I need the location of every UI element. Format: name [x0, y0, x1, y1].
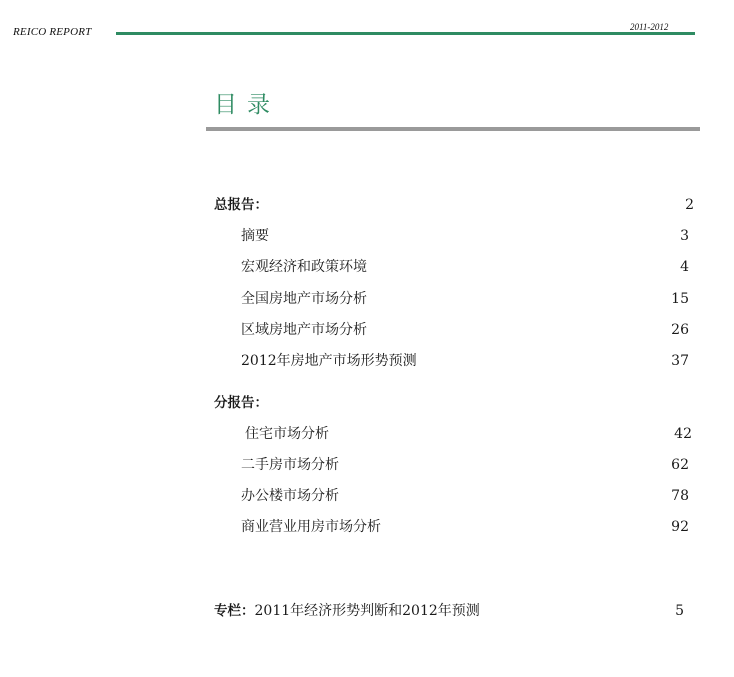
header-report-name: REICO REPORT [13, 26, 92, 38]
toc-section-sub[interactable] [214, 393, 694, 413]
toc-column-label: 专栏： [214, 603, 255, 619]
title-rule [206, 127, 700, 131]
toc-page-number: 2 [685, 197, 694, 213]
toc-entry-label: 住宅市场分析 [245, 426, 329, 442]
toc-entry[interactable] [241, 455, 694, 475]
toc-column-line [214, 601, 480, 621]
toc-page-number: 78 [671, 488, 689, 504]
toc-column-text: 2011年经济形势判断和2012年预测 [254, 603, 480, 619]
toc-entry[interactable] [241, 517, 694, 537]
toc-page-number: 15 [671, 291, 689, 307]
toc-column-entry[interactable] [214, 601, 694, 621]
toc-entry[interactable] [241, 257, 694, 277]
toc-entry[interactable] [241, 486, 694, 506]
toc-page-number: 42 [674, 426, 692, 442]
toc-entry-label: 宏观经济和政策环境 [241, 259, 367, 275]
toc-page-number: 62 [671, 457, 689, 473]
toc-page-number: 4 [680, 259, 689, 275]
toc-entry-label: 办公楼市场分析 [241, 488, 339, 504]
toc-entry[interactable] [241, 226, 694, 246]
toc-page-number: 5 [675, 603, 684, 619]
toc-page-number: 3 [680, 228, 689, 244]
toc-entry-label: 全国房地产市场分析 [241, 291, 367, 307]
toc-entry[interactable] [241, 320, 694, 340]
toc-section-main[interactable] [214, 195, 694, 215]
toc-title: 目录 [214, 92, 280, 118]
toc-section-label: 总报告： [214, 197, 268, 213]
toc-entry-label: 二手房市场分析 [241, 457, 339, 473]
toc-section-label: 分报告： [214, 395, 268, 411]
toc-entry[interactable] [241, 289, 694, 309]
header-year-range: 2011-2012 [630, 22, 669, 32]
toc-entry[interactable] [245, 424, 697, 444]
toc-entry-label: 2012年房地产市场形势预测 [241, 353, 417, 369]
toc-entry-label: 区域房地产市场分析 [241, 322, 367, 338]
header-rule [116, 32, 695, 35]
toc-entry-label: 商业营业用房市场分析 [241, 519, 381, 535]
toc-page-number: 26 [671, 322, 689, 338]
toc-entry[interactable] [241, 351, 694, 371]
toc-entry-label: 摘要 [241, 228, 269, 244]
toc-page-number: 37 [671, 353, 689, 369]
toc-page-number: 92 [671, 519, 689, 535]
